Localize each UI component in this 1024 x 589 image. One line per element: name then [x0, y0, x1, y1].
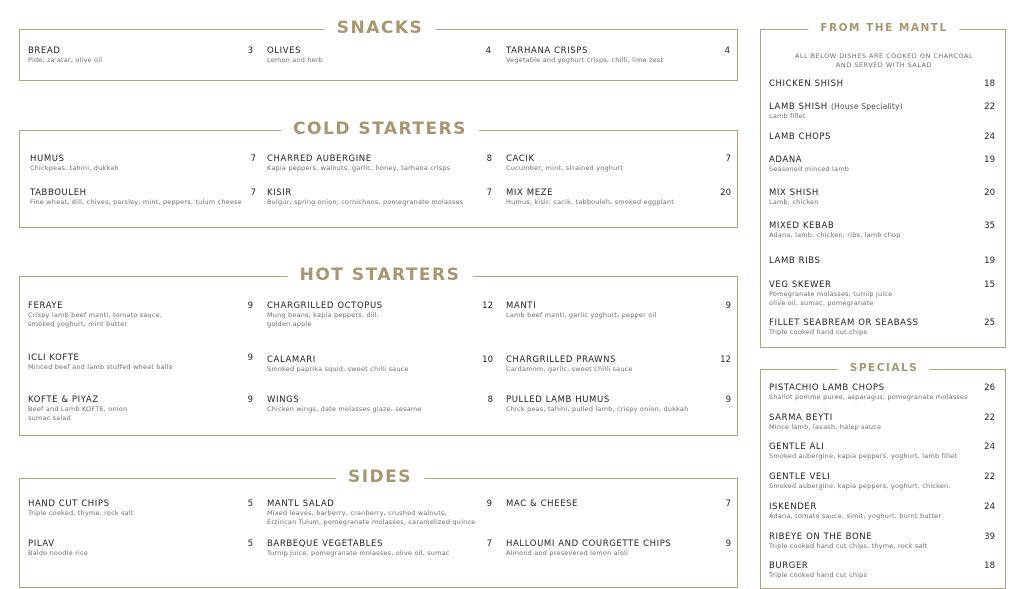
item-price: 24 [984, 132, 995, 142]
menu-item [769, 221, 901, 240]
item-price: 19 [984, 256, 995, 266]
item-desc: Triple cooked hand cut chips [769, 328, 868, 336]
item-desc: Kapia peppers, walnuts, garlic, honey, tarhana crisps [267, 164, 451, 172]
item-price: 8 [487, 395, 493, 405]
item-name: CHICKEN SHISH [769, 79, 844, 89]
menu-item [28, 301, 162, 328]
menu-item [769, 413, 881, 432]
menu-item [267, 539, 450, 558]
sides-section [19, 467, 738, 588]
item-name: FERAYE [28, 301, 64, 311]
menu-item [267, 499, 475, 526]
menu-item [769, 318, 919, 337]
item-name: CALAMARI [267, 355, 316, 365]
menu-item [267, 355, 409, 374]
mantl-section [760, 22, 1006, 348]
item-name: RIBEYE ON THE BONE [769, 532, 873, 542]
menu-item [769, 132, 831, 142]
item-name: HUMUS [30, 154, 65, 164]
item-desc: Triple cooked hand cut chips [769, 571, 868, 579]
cold-starters-section [19, 119, 738, 228]
item-name: MANTL SALAD [267, 499, 335, 509]
menu-item [769, 502, 941, 521]
snacks-section [19, 18, 738, 81]
item-name: TARHANA CRISPS [506, 46, 588, 56]
item-price: 15 [984, 280, 995, 290]
item-name: MANTI [506, 301, 537, 311]
item-desc: Bulgur, spring onion, cornichons, pomegranate molasses [267, 198, 464, 206]
item-desc: Smoked aubergine, kapia peppers, yoghurt, lamb fillet [769, 452, 958, 460]
item-price: 4 [724, 46, 730, 56]
item-price: 20 [984, 188, 995, 198]
cold-starters-title: COLD STARTERS [281, 119, 479, 139]
mantl-notice: ALL BELOW DISHES ARE COOKED ON CHARCOAL AND SERVED WITH SALAD [794, 52, 974, 69]
menu-item [769, 188, 819, 207]
item-price: 9 [725, 395, 731, 405]
item-name: FILLET SEABREAM OR SEABASS [769, 318, 919, 328]
sides-title: SIDES [336, 467, 424, 487]
menu-item [30, 154, 119, 173]
item-name: ADANA [769, 155, 803, 165]
item-price: 39 [984, 532, 995, 542]
item-name: VEG SKEWER [769, 280, 832, 290]
item-name: ISKENDER [769, 502, 817, 512]
item-desc: Triple cooked hand cut chips, thyme, rock salt [769, 542, 928, 550]
item-price: 22 [984, 472, 995, 482]
item-desc: Turnip juice, pomegranate molasses, olive oil, sumac [267, 549, 450, 557]
item-name: MIXED KEBAB [769, 221, 835, 231]
specials-title: SPECIALS [838, 362, 930, 374]
item-name: KOFTE & PIYAZ [28, 395, 99, 405]
menu-item [28, 539, 88, 558]
item-name: BARBEQUE VEGETABLES [267, 539, 383, 549]
menu-item [769, 561, 867, 580]
item-price: 7 [725, 499, 731, 509]
item-desc: Lemon and herb [267, 56, 324, 64]
item-desc: Adana, tomato sauce, simit, yoghurt, burnt butter [769, 512, 942, 520]
item-name: MIX MEZE [506, 188, 554, 198]
item-name: GENTLE ALI [769, 442, 825, 452]
item-price: 7 [250, 188, 256, 198]
item-name: LAMB RIBS [769, 256, 821, 266]
item-price: 9 [725, 539, 731, 549]
item-desc: Chick peas, tahini, pulled lamb, crispy onion, dukkah [506, 405, 689, 413]
item-desc: Shallot pomme puree, asparagus, pomegranate molasses [769, 393, 968, 401]
item-desc: Lamb fillet [769, 112, 806, 120]
menu-item [769, 79, 844, 89]
item-name: HAND CUT CHIPS [28, 499, 110, 509]
item-desc: Smoked paprika squid, sweet chilli sauce [267, 365, 409, 373]
menu-item [267, 154, 450, 173]
item-price: 9 [725, 301, 731, 311]
item-name: CHARRED AUBERGINE [267, 154, 372, 164]
item-desc: Lamb, chicken [769, 198, 819, 206]
item-desc: Mixed leaves, barberry, cranberry, crushed walnuts, Erzincan Tulum, pomegranate molasses, caramelized quince [267, 509, 476, 526]
menu-item [506, 46, 663, 65]
item-name: CHARGRILLED PRAWNS [506, 355, 617, 365]
item-price: 26 [984, 383, 995, 393]
item-name [769, 102, 903, 112]
item-name: OLIVES [267, 46, 302, 56]
menu-item [28, 46, 102, 65]
item-name: PULLED LAMB HUMUS [506, 395, 610, 405]
menu-item [267, 188, 463, 207]
item-price: 7 [486, 539, 492, 549]
menu-item [267, 46, 323, 65]
menu-item [769, 155, 849, 174]
item-desc: Pomegranate molasses, turnip juice olive oil, sumac, pomegranate [769, 290, 893, 307]
item-price: 12 [720, 355, 731, 365]
item-price: 22 [984, 413, 995, 423]
menu-item [506, 395, 688, 414]
item-price: 9 [247, 353, 253, 363]
item-desc: Cardamom, garlic, sweet chilli sauce [506, 365, 633, 373]
menu-item [506, 499, 578, 509]
menu-item [769, 383, 968, 402]
item-name: LAMB CHOPS [769, 132, 832, 142]
item-price: 8 [486, 154, 492, 164]
item-name: WINGS [267, 395, 300, 405]
menu-item [506, 188, 674, 207]
specials-section [760, 362, 1006, 589]
item-name: GENTLE VELI [769, 472, 831, 482]
item-desc: Baldo noodle rice [28, 549, 88, 557]
item-desc: Humus, kisir, cacik, tabbouleh, smoked eggplant [506, 198, 674, 206]
item-desc: Lamb beef manti, garlic yoghurt, pepper oil [506, 311, 657, 319]
item-name: BURGER [769, 561, 809, 571]
item-name: MIX SHISH [769, 188, 819, 198]
menu-item [769, 532, 927, 551]
item-name: CACIK [506, 154, 535, 164]
item-name: HALLOUMI AND COURGETTE CHIPS [506, 539, 672, 549]
menu-item [506, 539, 671, 558]
menu-item [769, 256, 821, 266]
item-name: PISTACHIO LAMB CHOPS [769, 383, 885, 393]
menu-item [769, 472, 951, 491]
item-price: 9 [486, 499, 492, 509]
item-desc: Beef and Lamb KOFTE, onion sumac salad [28, 405, 128, 422]
item-name: CHARGRILLED OCTOPUS [267, 301, 383, 311]
item-name: SARMA BEYTI [769, 413, 833, 423]
item-price: 22 [984, 102, 995, 112]
item-price: 24 [984, 502, 995, 512]
snacks-title: SNACKS [325, 18, 436, 38]
item-price: 7 [486, 188, 492, 198]
item-price: 7 [725, 154, 731, 164]
menu-item [506, 154, 623, 173]
item-desc: Smoked aubergine, kapia peppers, yoghurt, chicken. [769, 482, 951, 490]
item-price: 24 [984, 442, 995, 452]
item-name: BREAD [28, 46, 61, 56]
item-name: ICLI KOFTE [28, 353, 80, 363]
item-name: TABBOULEH [30, 188, 87, 198]
item-desc: Mince lamb, lavash, halep sauce [769, 423, 882, 431]
item-price: 5 [247, 499, 253, 509]
menu-item [506, 301, 656, 320]
menu-item [28, 353, 172, 372]
item-desc: Triple cooked, thyme, rock salt [28, 509, 134, 517]
item-price: 35 [984, 221, 995, 231]
menu-item [769, 280, 892, 307]
item-desc: Cucumber, mint, strained yoghurt [506, 164, 624, 172]
item-name: PILAV [28, 539, 55, 549]
item-desc: Minced beef and lamb stuffed wheat balls [28, 363, 173, 371]
item-desc: Almond and presevered lemon aioli [506, 549, 629, 557]
item-desc: Chickpeas, tahini, dukkah [30, 164, 119, 172]
item-desc: Seasoned minced lamb [769, 165, 850, 173]
item-name: KISIR [267, 188, 292, 198]
item-price: 12 [482, 301, 493, 311]
item-price: 9 [247, 301, 253, 311]
menu-item [267, 395, 422, 414]
menu-item [769, 442, 957, 461]
item-price: 4 [485, 46, 491, 56]
item-price: 20 [720, 188, 731, 198]
item-price: 7 [250, 154, 256, 164]
item-desc: Fine wheat, dill, chives, parsley, mint, peppers, tulum cheese [30, 198, 242, 206]
menu-item [506, 355, 633, 374]
menu-item [30, 188, 242, 207]
item-price: 18 [984, 79, 995, 89]
menu-item [769, 102, 903, 121]
item-desc: Vegetable and yoghurt crisps, chilli, lime zest [506, 56, 664, 64]
hot-starters-title: HOT STARTERS [288, 265, 473, 285]
item-note: (House Speciality) [831, 102, 903, 111]
item-desc: Crispy lamb beef manti, tomato sauce, smoked yoghurt, mint butter [28, 311, 163, 328]
item-price: 19 [984, 155, 995, 165]
item-price: 5 [247, 539, 253, 549]
hot-starters-section [19, 265, 738, 436]
item-desc: Adana, lamb, chicken, ribs, lamb chop [769, 231, 901, 239]
item-desc: Pide, za'atar, olive oil [28, 56, 103, 64]
menu-item [28, 499, 134, 518]
item-name: MAC & CHEESE [506, 499, 578, 509]
item-price: 3 [247, 46, 253, 56]
menu-item [28, 395, 127, 422]
item-price: 25 [984, 318, 995, 328]
menu-item [267, 301, 383, 328]
item-desc: Chicken wings, date molasses glaze, sesame [267, 405, 422, 413]
item-price: 10 [482, 355, 493, 365]
item-desc: Mung beans, kapia peppers, dill, golden apple [267, 311, 379, 328]
item-name-text: LAMB SHISH [769, 102, 828, 112]
item-price: 9 [247, 395, 253, 405]
mantl-title: FROM THE MANTL [808, 22, 959, 34]
item-price: 18 [984, 561, 995, 571]
